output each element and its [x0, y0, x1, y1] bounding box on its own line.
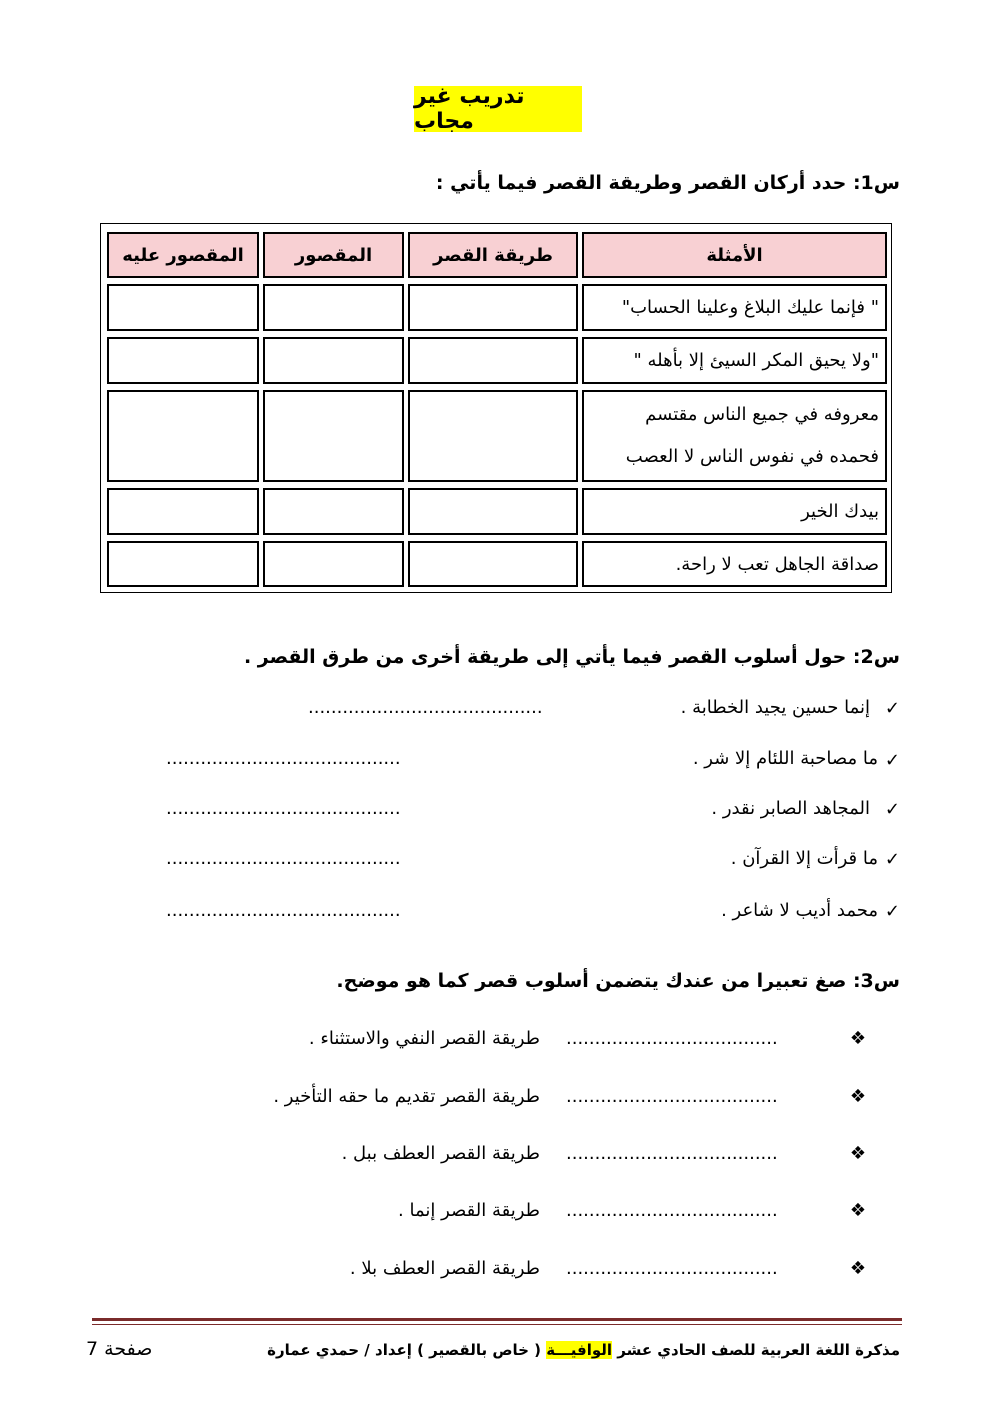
answer-blank[interactable]: ......................................... — [166, 798, 401, 819]
checkmark-icon: ✓ — [884, 698, 900, 719]
q2-item: محمد أديب لا شاعر . — [721, 900, 878, 921]
q2-item: ما قرأت إلا القرآن . — [730, 848, 878, 869]
footer-rule — [92, 1318, 902, 1321]
answer-cell[interactable] — [408, 488, 578, 535]
page-number: صفحة 7 — [86, 1338, 153, 1360]
answer-blank[interactable]: ..................................... — [566, 1200, 778, 1221]
answer-blank[interactable]: ..................................... — [566, 1143, 778, 1164]
footer-rule-thin — [92, 1324, 902, 1325]
footer-credit — [267, 1341, 900, 1359]
q3-item: طريقة القصر العطف بلا . — [349, 1258, 540, 1279]
diamond-bullet-icon: ❖ — [849, 1200, 866, 1221]
answer-blank[interactable]: ......................................... — [166, 900, 401, 921]
answer-blank[interactable]: ..................................... — [566, 1258, 778, 1279]
answer-cell[interactable] — [107, 541, 259, 587]
table-row-example: " فإنما عليك البلاغ وعلينا الحساب" — [582, 284, 887, 331]
answer-cell[interactable] — [107, 337, 259, 384]
answer-blank[interactable]: ......................................... — [166, 748, 401, 769]
table-header-examples: الأمثلة — [582, 232, 887, 278]
q1-table — [100, 223, 892, 593]
answer-cell[interactable] — [107, 488, 259, 535]
answer-blank[interactable]: ..................................... — [566, 1086, 778, 1107]
diamond-bullet-icon: ❖ — [849, 1086, 866, 1107]
q3-item: طريقة القصر العطف ببل . — [341, 1143, 540, 1164]
answer-blank[interactable]: ......................................... — [166, 848, 401, 869]
answer-blank[interactable]: ..................................... — [566, 1028, 778, 1049]
answer-blank[interactable]: ......................................... — [308, 697, 543, 718]
checkmark-icon: ✓ — [884, 799, 900, 820]
diamond-bullet-icon: ❖ — [849, 1143, 866, 1164]
answer-cell[interactable] — [107, 390, 259, 482]
footer-highlight: الوافيـــة — [546, 1341, 613, 1359]
diamond-bullet-icon: ❖ — [849, 1028, 866, 1049]
answer-cell[interactable] — [408, 284, 578, 331]
q3-item: طريقة القصر النفي والاستثناء . — [308, 1028, 540, 1049]
table-row-example: "ولا يحيق المكر السيئ إلا بأهله " — [582, 337, 887, 384]
footer-text-start: مذكرة اللغة العربية للصف الحادي عشر — [612, 1341, 900, 1359]
answer-cell[interactable] — [263, 541, 404, 587]
answer-cell[interactable] — [408, 337, 578, 384]
answer-cell[interactable] — [263, 337, 404, 384]
answer-cell[interactable] — [263, 390, 404, 482]
table-row-example: بيدك الخير — [582, 488, 887, 535]
table-header-method: طريقة القصر — [408, 232, 578, 278]
checkmark-icon: ✓ — [884, 901, 900, 922]
page-title: تدريب غير مجاب — [414, 86, 582, 132]
q2-item: ما مصاحبة اللئام إلا شر . — [692, 748, 878, 769]
question-3-heading: س3: صغ تعبيرا من عندك يتضمن أسلوب قصر كما هو موضح. — [336, 970, 900, 992]
table-header-restricted: المقصور — [263, 232, 404, 278]
q2-item: المجاهد الصابر نقدر . — [711, 798, 870, 819]
table-row-example: صداقة الجاهل تعب لا راحة. — [582, 541, 887, 587]
q3-item: طريقة القصر إنما . — [398, 1200, 540, 1221]
answer-cell[interactable] — [408, 390, 578, 482]
answer-cell[interactable] — [107, 284, 259, 331]
footer-text-end: ( خاص بالقصير ) إعداد / حمدي عمارة — [267, 1341, 547, 1359]
checkmark-icon: ✓ — [884, 849, 900, 870]
q2-item: إنما حسين يجيد الخطابة . — [680, 697, 870, 718]
answer-cell[interactable] — [263, 488, 404, 535]
verse-line-1: معروفه في جميع الناس مقتسم — [645, 404, 879, 425]
question-1-heading: س1: حدد أركان القصر وطريقة القصر فيما يأتي : — [435, 172, 900, 194]
diamond-bullet-icon: ❖ — [849, 1258, 866, 1279]
verse-line-2: فحمده في نفوس الناس لا العصب — [625, 446, 879, 467]
question-2-heading: س2: حول أسلوب القصر فيما يأتي إلى طريقة أخرى من طرق القصر . — [243, 646, 900, 668]
checkmark-icon: ✓ — [884, 750, 900, 771]
table-row-example — [582, 390, 887, 482]
answer-cell[interactable] — [408, 541, 578, 587]
answer-cell[interactable] — [263, 284, 404, 331]
q3-item: طريقة القصر تقديم ما حقه التأخير . — [273, 1086, 540, 1107]
table-header-restricted-to: المقصور عليه — [107, 232, 259, 278]
